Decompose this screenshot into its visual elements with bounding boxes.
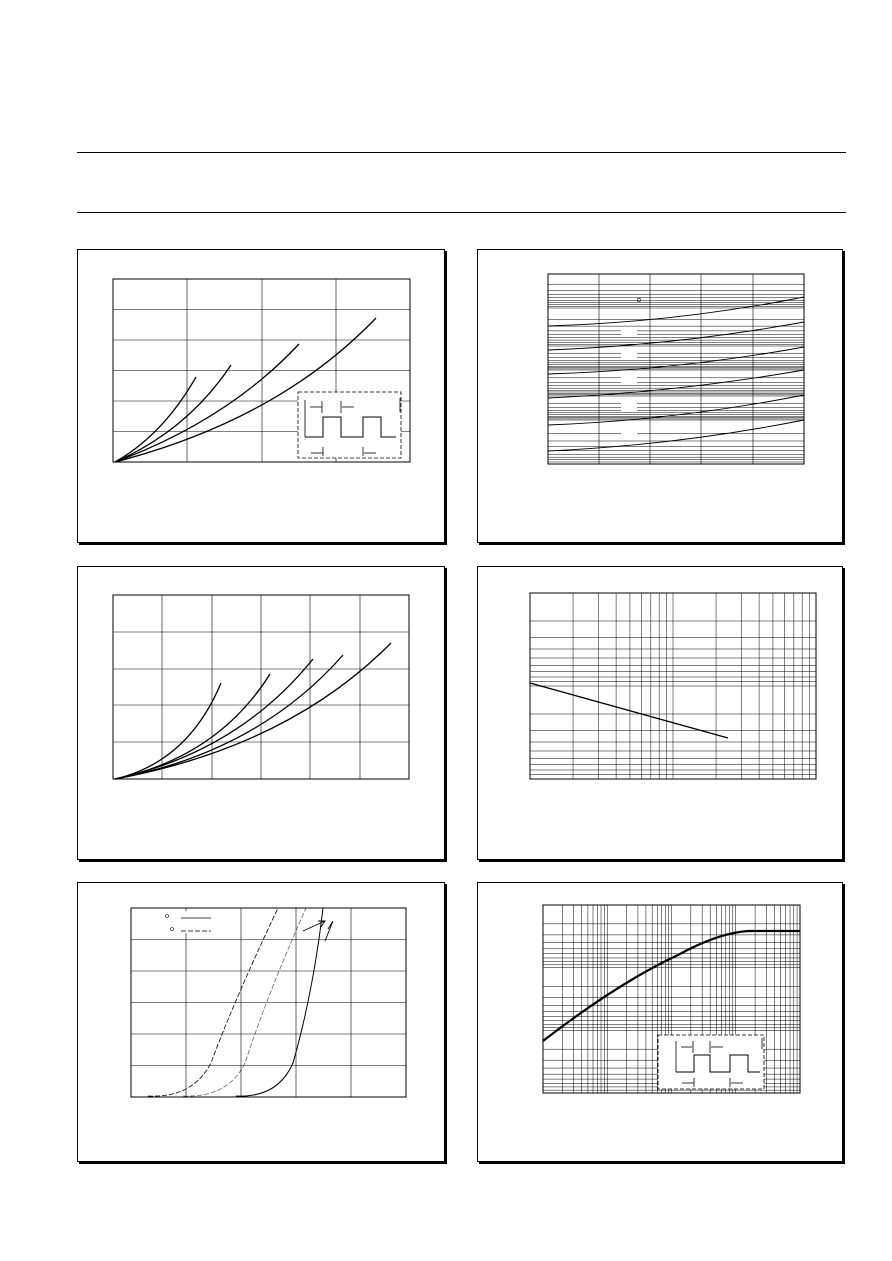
figure-2-degree-marker: [637, 298, 640, 301]
figure-panel-2: [477, 249, 843, 543]
figure-5-legend: [161, 911, 216, 933]
figure-5-curves: [148, 908, 323, 1096]
figure-6-plot: [478, 883, 844, 1163]
figure-4-line: [530, 683, 728, 738]
header-rule-top: [77, 152, 846, 153]
figure-2-plot: [478, 250, 844, 544]
figure-panel-4: [477, 566, 843, 860]
figure-1-plot: [78, 250, 446, 544]
figure-panel-3: [77, 566, 445, 860]
figure-6-pulse-inset: [658, 1035, 764, 1089]
figure-5-plot: [78, 883, 446, 1163]
figure-4-plot: [478, 567, 844, 861]
figure-panel-5: [77, 882, 445, 1162]
figure-panel-1: [77, 249, 445, 543]
figure-3-curves: [115, 643, 391, 779]
figure-1-pulse-inset: [298, 392, 401, 458]
figure-5-arrow: [303, 921, 333, 941]
figure-2-log-bands: [548, 274, 804, 462]
header-rule-bottom: [77, 212, 846, 213]
figure-2-curves: [548, 297, 804, 451]
figure-panel-6: [477, 882, 843, 1162]
figure-3-plot: [78, 567, 446, 861]
